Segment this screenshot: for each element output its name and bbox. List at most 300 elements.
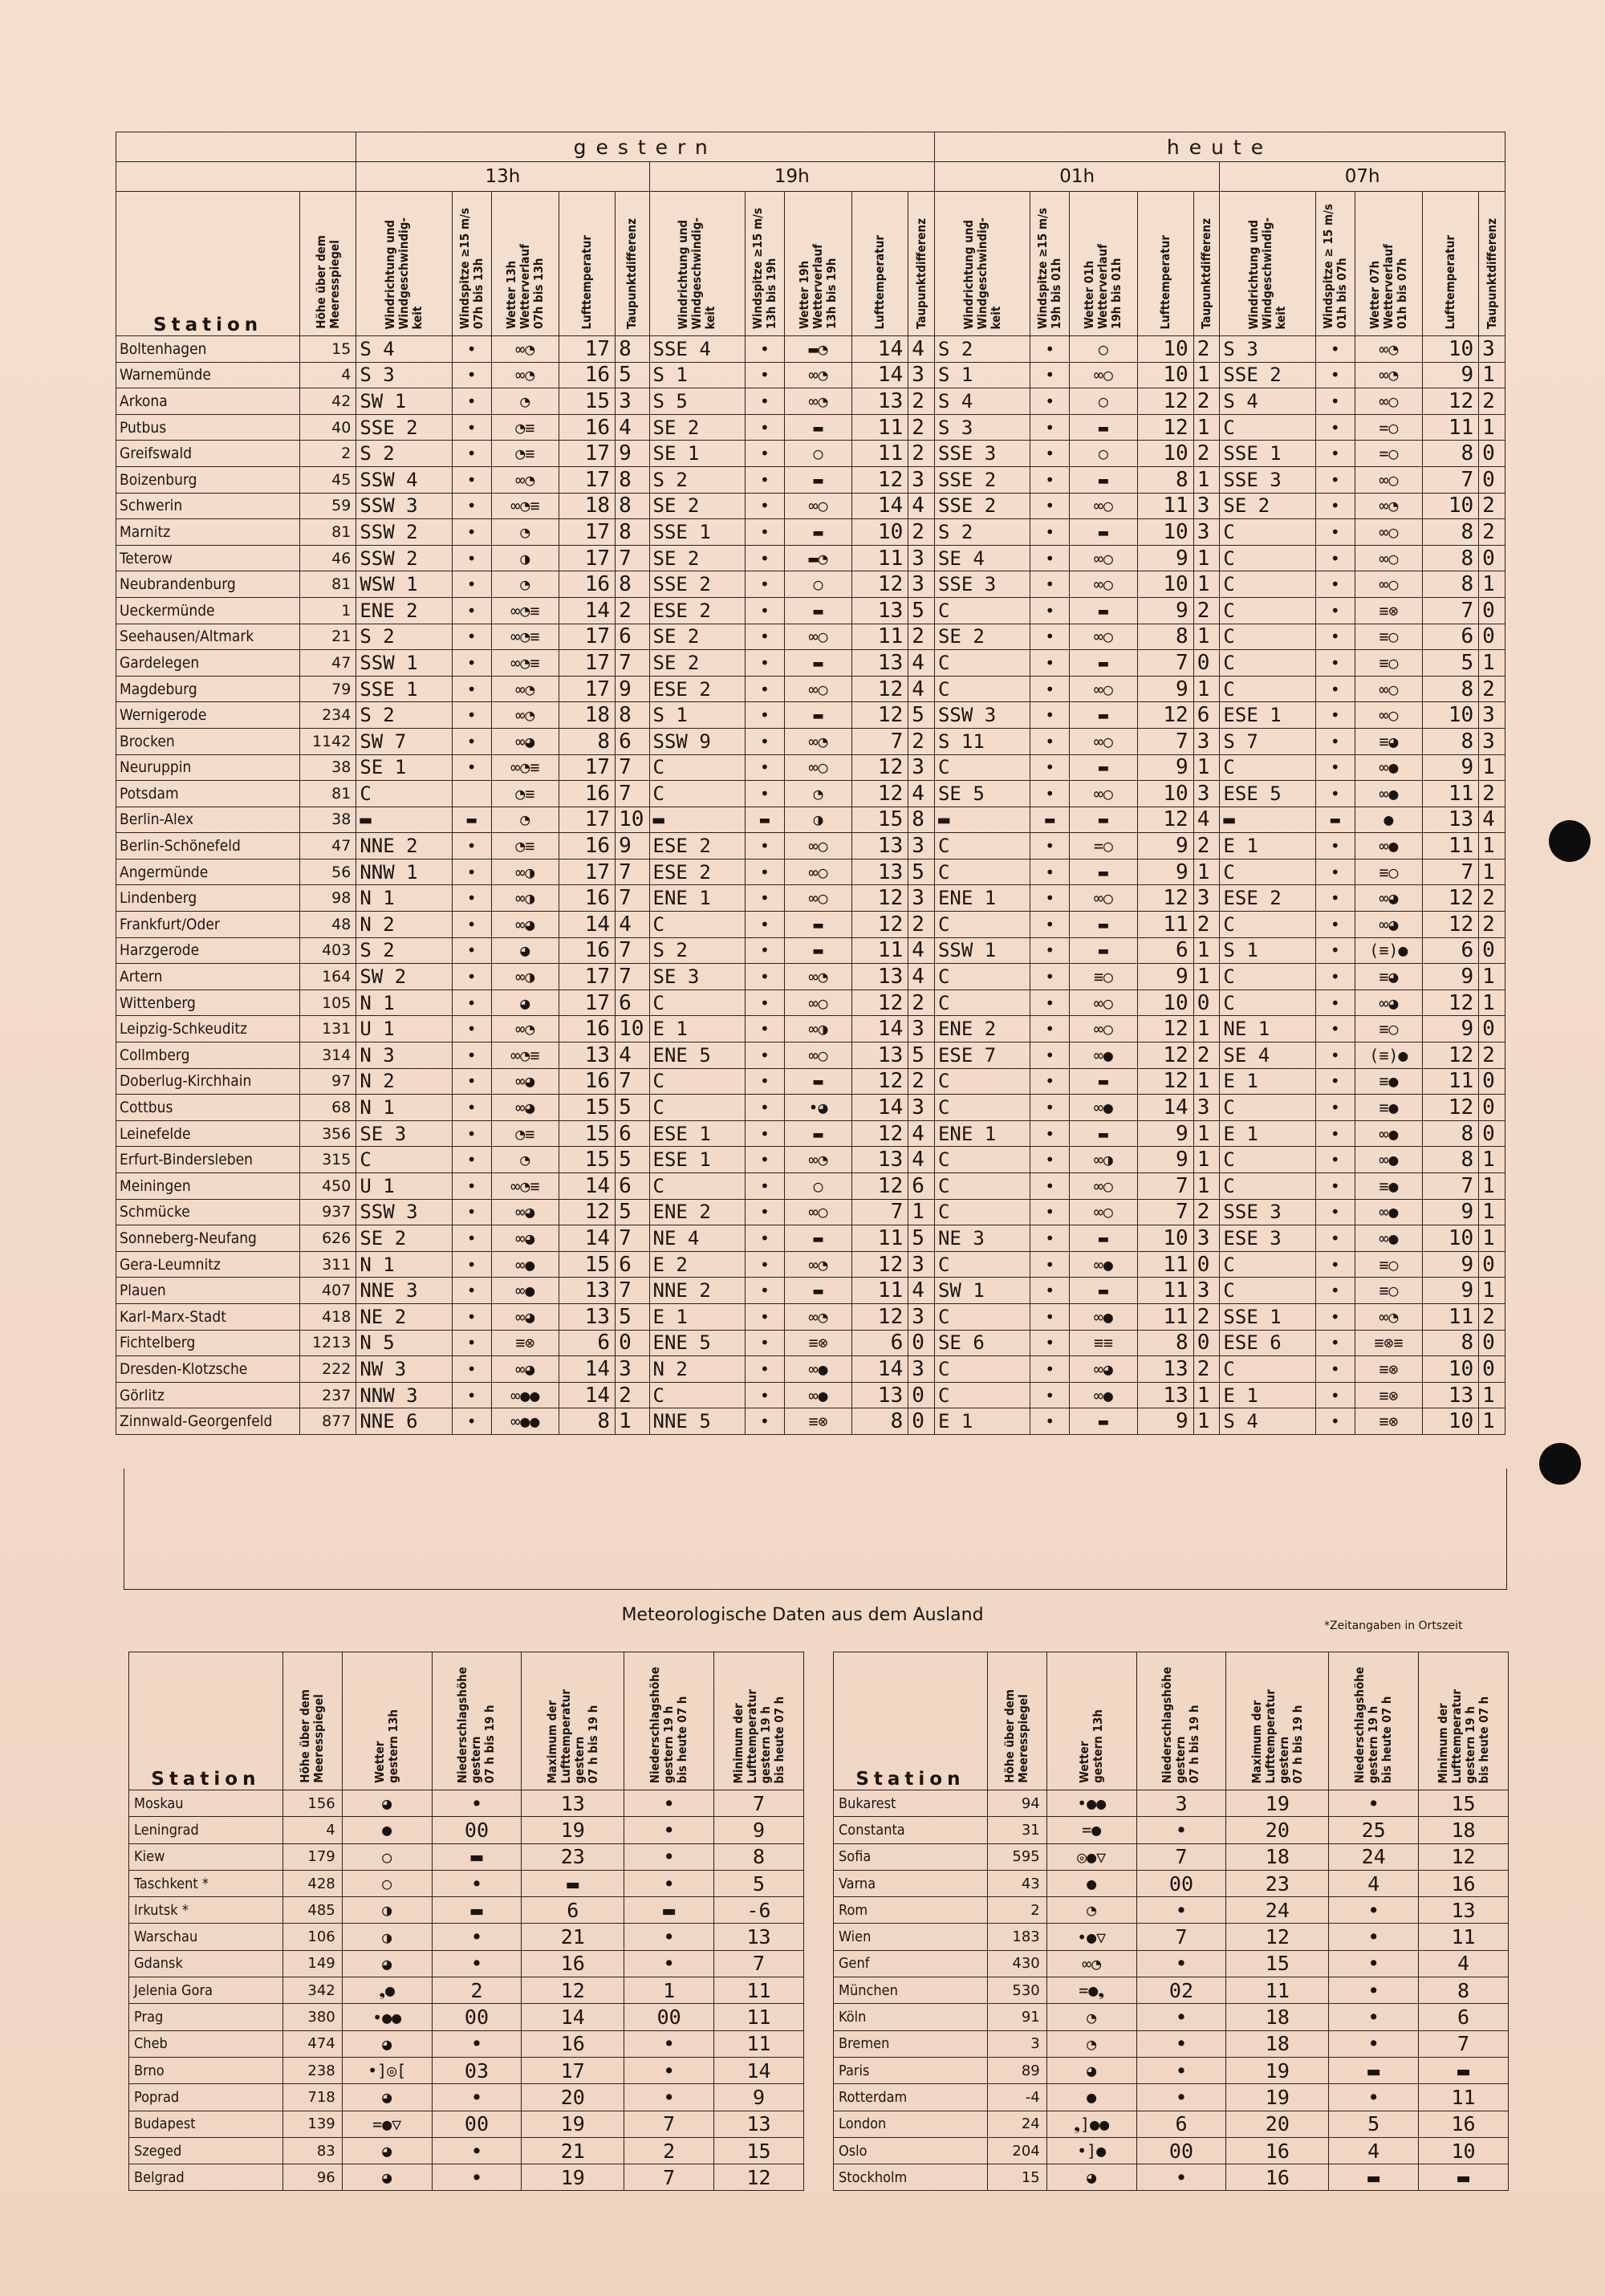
weather-13h: ● [1046,2084,1136,2111]
station-name: Arkona [116,388,300,415]
dewpoint-diff-07h: 1 [1479,650,1505,677]
station-name: Teterow [116,545,300,571]
dewpoint-diff-19h: 4 [908,650,935,677]
weather-19h: ▬ [784,702,851,729]
weather-13h: ∞◔≡ [491,597,559,624]
temp-13h: 16 [559,571,615,598]
table-row [834,1977,1509,2004]
gust-01h: • [1030,1042,1070,1069]
dewpoint-diff-07h: 3 [1479,728,1505,754]
precip-day: ▬ [432,1843,522,1870]
wind-19h: ENE 2 [649,1199,745,1225]
station-height: 15 [300,336,356,363]
station-height: 1213 [300,1330,356,1356]
gust-01h: • [1030,336,1070,363]
precip-day: • [1136,1950,1226,1977]
dewpoint-diff-13h: 7 [616,859,649,885]
dewpoint-diff-13h: 2 [616,1382,649,1408]
dewpoint-diff-13h: 4 [616,1042,649,1069]
time-19h: 19h [649,162,934,192]
table-row [116,1303,1505,1330]
weather-07h: ∞● [1355,1120,1422,1147]
wind-01h: SE 2 [934,624,1030,650]
station-height: 105 [300,990,356,1016]
gust-07h: • [1315,1382,1355,1408]
station-height: 718 [282,2084,342,2111]
temp-07h: 9 [1422,1016,1478,1042]
table-row [116,1095,1505,1121]
gust-01h: • [1030,624,1070,650]
dewpoint-diff-07h: 1 [1479,1173,1505,1200]
precip-night: ▬ [1329,2057,1419,2083]
dewpoint-diff-01h: 3 [1193,1095,1220,1121]
table-row [834,2030,1509,2057]
col-header-text: Niederschlagshöhe gestern 07 h bis 19 h [1160,1666,1202,1783]
temp-19h: 12 [852,781,908,807]
weather-13h: ○ [342,1843,432,1870]
dewpoint-diff-01h: 3 [1193,493,1220,519]
weather-01h: ▬ [1070,702,1137,729]
precip-night: 1 [624,1977,714,2004]
dewpoint-diff-19h: 3 [908,1356,935,1383]
time-13h: 13h [356,162,649,192]
weather-01h: ▬ [1070,912,1137,938]
temp-max: 12 [1226,1924,1329,1950]
temp-max: 20 [1226,2111,1329,2137]
dewpoint-diff-19h: 4 [908,676,935,702]
dewpoint-diff-07h: 1 [1479,1382,1505,1408]
col-header-text: Windrichtung und Windgeschwindig- keit [1246,217,1289,329]
table-row [129,1924,804,1950]
wind-13h: SW 7 [356,728,452,754]
weather-07h: ≡⊗≡ [1355,1330,1422,1356]
wind-01h: C [934,597,1030,624]
punch-hole [1539,1443,1581,1485]
col-header [908,192,935,336]
col-header [624,1652,714,1790]
gust-07h: • [1315,859,1355,885]
table-row [129,1977,804,2004]
weather-01h: ≡○ [1070,964,1137,990]
station-header: Station [116,192,300,336]
weather-07h: ≡○ [1355,859,1422,885]
gust-07h: • [1315,1330,1355,1356]
table-row [834,2084,1509,2111]
gust-19h: • [745,1330,784,1356]
temp-07h: 10 [1422,1225,1478,1252]
gust-01h: • [1030,1225,1070,1252]
weather-13h: ∞◕ [491,1199,559,1225]
station-height: 407 [300,1278,356,1304]
gust-01h: • [1030,676,1070,702]
gust-13h: • [452,362,491,388]
weather-13h: ∞◕ [491,728,559,754]
dewpoint-diff-13h: 9 [616,441,649,467]
table-row [116,781,1505,807]
dewpoint-diff-07h: 4 [1479,807,1505,833]
gust-19h: • [745,833,784,859]
station-height: 403 [300,937,356,964]
dewpoint-diff-07h: 0 [1479,1068,1505,1095]
station-data-table [116,132,1505,1435]
temp-max: 18 [1226,2004,1329,2030]
station-name: Fichtelberg [116,1330,300,1356]
gust-13h: • [452,388,491,415]
gust-19h: • [745,728,784,754]
temp-min: 5 [714,1870,804,1896]
weather-01h: ∞○ [1070,545,1137,571]
gust-19h: • [745,1303,784,1330]
dewpoint-diff-01h: 2 [1193,912,1220,938]
gust-13h: • [452,1330,491,1356]
station-name: Collmberg [116,1042,300,1069]
table-row [116,388,1505,415]
weather-01h: ∞○ [1070,885,1137,912]
weather-13h: ◔ [491,388,559,415]
dewpoint-diff-01h: 1 [1193,571,1220,598]
temp-01h: 9 [1137,1120,1193,1147]
gust-19h: • [745,1095,784,1121]
temp-19h: 12 [852,885,908,912]
table-row [129,2030,804,2057]
temp-19h: 14 [852,1095,908,1121]
station-height: 98 [300,885,356,912]
temp-min: 15 [714,2137,804,2164]
weather-07h: ≡◕ [1355,964,1422,990]
weather-13h: ◔≡ [491,781,559,807]
weather-13h: ◎●▽ [1046,1843,1136,1870]
wind-01h: S 2 [934,519,1030,546]
weather-19h: ▬ [784,466,851,493]
station-name: Neubrandenburg [116,571,300,598]
temp-13h: 6 [559,1330,615,1356]
station-height: 1 [300,597,356,624]
gust-07h: • [1315,545,1355,571]
weather-19h: ∞◔ [784,1147,851,1173]
gust-01h: • [1030,1120,1070,1147]
temp-13h: 15 [559,1120,615,1147]
table-row [116,597,1505,624]
wind-19h: C [649,990,745,1016]
station-name: Rotterdam [834,2084,988,2111]
gust-07h: • [1315,1173,1355,1200]
wind-13h: NNW 3 [356,1382,452,1408]
table-row [116,650,1505,677]
weather-19h: ≡⊗ [784,1330,851,1356]
wind-19h: ESE 2 [649,676,745,702]
precip-night: 00 [624,2004,714,2030]
gust-13h: • [452,1225,491,1252]
station-height: 418 [300,1303,356,1330]
dewpoint-diff-07h: 0 [1479,1330,1505,1356]
precip-day: 03 [432,2057,522,2083]
weather-01h: ▬ [1070,807,1137,833]
gust-07h: • [1315,571,1355,598]
dewpoint-diff-01h: 2 [1193,1199,1220,1225]
station-height: 15 [987,2164,1046,2191]
station-height: 47 [300,833,356,859]
gust-13h: • [452,728,491,754]
precip-day: 3 [1136,1790,1226,1817]
precip-day: • [1136,2030,1226,2057]
weather-01h: ▬ [1070,597,1137,624]
weather-19h: ∞○ [784,990,851,1016]
gust-19h: • [745,388,784,415]
wind-01h: C [934,859,1030,885]
temp-01h: 9 [1137,754,1193,781]
wind-13h: N 2 [356,912,452,938]
precip-night: • [1329,1790,1419,1817]
dewpoint-diff-19h: 3 [908,545,935,571]
dewpoint-diff-19h: 3 [908,1016,935,1042]
dewpoint-diff-07h: 1 [1479,754,1505,781]
temp-13h: 18 [559,493,615,519]
temp-min: 6 [1419,2004,1509,2030]
wind-07h: C [1220,1251,1315,1278]
station-height: 485 [282,1897,342,1924]
station-name: Brno [129,2057,283,2083]
dewpoint-diff-01h: 0 [1193,1251,1220,1278]
weather-01h: =○ [1070,833,1137,859]
dewpoint-diff-13h: 6 [616,624,649,650]
weather-01h: ∞○ [1070,571,1137,598]
gust-19h: • [745,702,784,729]
precip-day: • [1136,2004,1226,2030]
weather-13h: ◑ [342,1897,432,1924]
col-header-text: Minimum der Lufttemperatur gestern 19 h bis heute 07 h [1435,1688,1491,1783]
weather-19h: ∞○ [784,859,851,885]
dewpoint-diff-19h: 4 [908,1120,935,1147]
weather-19h: ∞○ [784,1042,851,1069]
wind-07h: ESE 2 [1220,885,1315,912]
temp-max: 15 [1226,1950,1329,1977]
temp-01h: 13 [1137,1382,1193,1408]
weather-01h: ∞◑ [1070,1147,1137,1173]
wind-19h: SE 2 [649,624,745,650]
table-row [116,336,1505,363]
gust-07h: • [1315,1408,1355,1435]
weather-19h: ▬ [784,937,851,964]
temp-07h: 8 [1422,1330,1478,1356]
dewpoint-diff-07h: 1 [1479,990,1505,1016]
dewpoint-diff-19h: 4 [908,1278,935,1304]
dewpoint-diff-19h: 4 [908,493,935,519]
wind-07h: C [1220,676,1315,702]
table-row [116,937,1505,964]
temp-min: 8 [1419,1977,1509,2004]
temp-13h: 17 [559,519,615,546]
table-row [116,1356,1505,1383]
dewpoint-diff-01h: 1 [1193,1120,1220,1147]
station-height: 2 [987,1897,1046,1924]
dewpoint-diff-13h: 7 [616,1278,649,1304]
station-height: 21 [300,624,356,650]
wind-07h: C [1220,990,1315,1016]
col-header [432,1652,522,1790]
temp-13h: 17 [559,650,615,677]
height-header [300,192,356,336]
gust-13h: • [452,493,491,519]
weather-19h: ▬◔ [784,545,851,571]
gust-13h: • [452,624,491,650]
weather-13h: ∞◕ [491,1068,559,1095]
wind-07h: C [1220,571,1315,598]
table-row [129,2137,804,2164]
dewpoint-diff-13h: 10 [616,807,649,833]
table-row [116,859,1505,885]
gust-01h: • [1030,702,1070,729]
temp-19h: 14 [852,336,908,363]
col-header [1479,192,1505,336]
station-name: Schmücke [116,1199,300,1225]
weather-07h: ∞◔ [1355,493,1422,519]
temp-01h: 6 [1137,937,1193,964]
table-row [116,833,1505,859]
dewpoint-diff-07h: 2 [1479,1042,1505,1069]
col-header [1030,192,1070,336]
weather-13h: •]● [1046,2137,1136,2164]
temp-19h: 12 [852,1303,908,1330]
dewpoint-diff-07h: 1 [1479,362,1505,388]
station-height: 91 [987,2004,1046,2030]
gust-07h: ▬ [1315,807,1355,833]
table-row [834,1897,1509,1924]
dewpoint-diff-01h: 2 [1193,336,1220,363]
precip-night: 24 [1329,1843,1419,1870]
weather-01h: ∞○ [1070,1016,1137,1042]
temp-min: 12 [1419,1843,1509,1870]
col-header-text: Wetter 19h Wetterverlauf 13h bis 19h [796,243,839,329]
weather-19h: ◔ [784,781,851,807]
temp-01h: 11 [1137,1303,1193,1330]
dewpoint-diff-13h: 7 [616,1225,649,1252]
gust-01h: • [1030,937,1070,964]
dewpoint-diff-01h: 2 [1193,1356,1220,1383]
wind-13h: N 2 [356,1068,452,1095]
col-header [1422,192,1478,336]
col-header-text: Lufttemperatur [579,234,594,329]
station-height: 164 [300,964,356,990]
temp-07h: 6 [1422,624,1478,650]
dewpoint-diff-13h: 5 [616,1095,649,1121]
wind-19h: SE 3 [649,964,745,990]
col-header-text: Lufttemperatur [872,234,888,329]
dewpoint-diff-13h: 7 [616,1068,649,1095]
precip-night: • [624,1870,714,1896]
station-height: 204 [987,2137,1046,2164]
gust-07h: • [1315,414,1355,441]
weather-07h: ∞◔ [1355,362,1422,388]
wind-01h: C [934,912,1030,938]
col-header-text: Höhe über dem Meeresspiegel [1002,1689,1031,1783]
dewpoint-diff-07h: 0 [1479,1016,1505,1042]
station-name: Bremen [834,2030,988,2057]
weather-07h: =○ [1355,414,1422,441]
weather-19h: ∞○ [784,754,851,781]
weather-07h: ∞○ [1355,545,1422,571]
dewpoint-diff-13h: 8 [616,493,649,519]
precip-night: 2 [624,2137,714,2164]
temp-19h: 8 [852,1408,908,1435]
group-heute: heute [934,132,1505,162]
temp-19h: 12 [852,912,908,938]
station-name: Szeged [129,2137,283,2164]
temp-13h: 16 [559,1068,615,1095]
wind-01h: S 3 [934,414,1030,441]
temp-max: 19 [522,2111,624,2137]
gust-19h: • [745,676,784,702]
gust-01h: • [1030,728,1070,754]
wind-07h: E 1 [1220,1382,1315,1408]
weather-07h: ∞◔ [1355,1303,1422,1330]
gust-13h: • [452,1278,491,1304]
weather-01h: ▬ [1070,414,1137,441]
station-height: 474 [282,2030,342,2057]
dewpoint-diff-01h: 1 [1193,414,1220,441]
gust-01h: • [1030,1303,1070,1330]
weather-19h: ∞○ [784,676,851,702]
col-header-text: Niederschlagshöhe gestern 19 h bis heute 07 h [1352,1666,1395,1783]
wind-13h: SSW 3 [356,1199,452,1225]
weather-13h: ◕ [1046,2164,1136,2191]
temp-13h: 16 [559,414,615,441]
gust-01h: • [1030,885,1070,912]
dewpoint-diff-19h: 0 [908,1330,935,1356]
temp-01h: 8 [1137,466,1193,493]
weather-01h: ∞● [1070,1095,1137,1121]
weather-13h: ∞◔ [491,466,559,493]
table-row [834,2111,1509,2137]
temp-13h: 18 [559,702,615,729]
weather-07h: ∞● [1355,1147,1422,1173]
wind-07h: ESE 1 [1220,702,1315,729]
station-height: 183 [987,1924,1046,1950]
weather-07h: ∞○ [1355,388,1422,415]
wind-07h: SSE 1 [1220,441,1315,467]
temp-19h: 13 [852,650,908,677]
wind-19h: S 1 [649,702,745,729]
temp-max: 18 [1226,1843,1329,1870]
gust-13h: • [452,414,491,441]
weather-13h: ∞◕ [491,1095,559,1121]
dewpoint-diff-07h: 2 [1479,676,1505,702]
wind-19h: ▬ [649,807,745,833]
wind-13h: ▬ [356,807,452,833]
gust-13h: • [452,545,491,571]
gust-01h: • [1030,362,1070,388]
table-row [116,571,1505,598]
gust-13h: • [452,1303,491,1330]
wind-01h: S 11 [934,728,1030,754]
temp-min: 10 [1419,2137,1509,2164]
header-blank [116,162,356,192]
weather-07h: ∞● [1355,1199,1422,1225]
temp-01h: 11 [1137,493,1193,519]
temp-07h: 9 [1422,754,1478,781]
weather-19h: ▬ [784,912,851,938]
temp-max: 16 [522,1950,624,1977]
dewpoint-diff-07h: 0 [1479,1356,1505,1383]
gust-19h: • [745,466,784,493]
dewpoint-diff-13h: 5 [616,1147,649,1173]
station-height: 4 [300,362,356,388]
col-header [1419,1652,1509,1790]
gust-01h: • [1030,1095,1070,1121]
col-header [491,192,559,336]
table-row [116,1068,1505,1095]
temp-01h: 9 [1137,859,1193,885]
height-header-text: Höhe über dem Meeresspiegel [313,235,342,329]
